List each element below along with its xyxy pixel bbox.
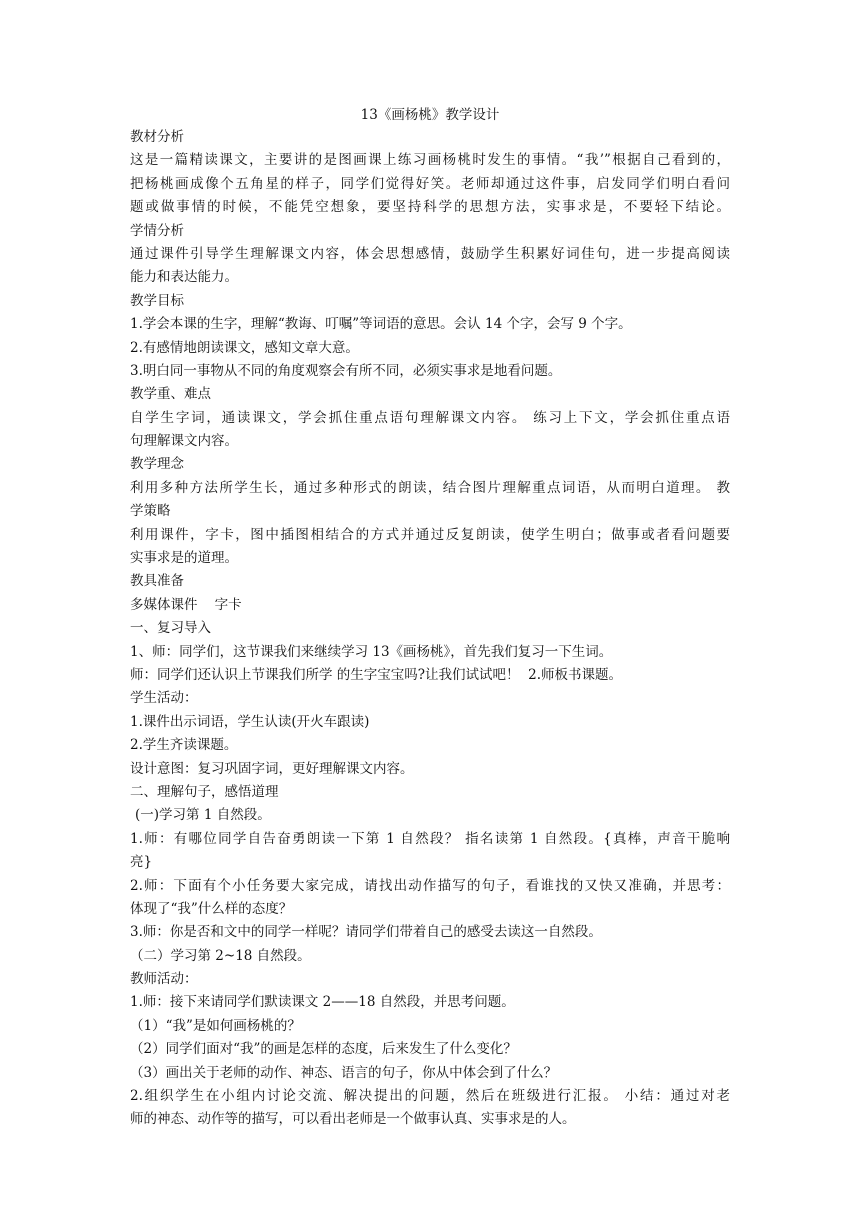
text-line: 这是一篇精读课文，主要讲的是图画课上练习画杨桃时发生的事情。“我’”根据自己看到的， [130,152,730,169]
text-line: 教师活动： [130,971,198,988]
text-line: 能力和表达能力。 [130,269,238,286]
text-line: 通过课件引导学生理解课文内容，体会思想感情，鼓励学生积累好词佳句，进一步提高阅读 [130,245,730,262]
text-line: 利用课件，字卡，图中插图相结合的方式并通过反复朗读，使学生明白；做事或者看问题要 [130,526,730,543]
text-line: 教学重、难点 [130,386,211,403]
text-line: 教学目标 [130,292,184,309]
text-line: 把杨桃画成像个五角星的样子，同学们觉得好笑。老师却通过这件事，启发同学们明白看问 [130,175,730,192]
text-line: 学情分析 [130,222,184,239]
text-line: 教学理念 [130,456,184,473]
text-line: 利用多种方法所学生长，通过多种形式的朗读，结合图片理解重点词语，从而明白道理。 教 [130,479,730,496]
text-line: 2.学生齐读课题。 [130,737,238,754]
document-body [130,126,730,1132]
text-line: 二、理解句子，感悟道理 [130,783,279,800]
text-line: 学策略 [130,503,171,520]
text-line: 一、复习导入 [130,620,211,637]
text-line: (一)学习第 1 自然段。 [135,807,271,824]
text-line: 1.学会本课的生字，理解“教诲、叮嘱”等词语的意思。会认 14 个字，会写 9 个字。 [130,316,632,333]
text-line: 实事求是的道理。 [130,550,238,567]
text-line: 教具准备 [130,573,184,590]
text-line: 1、师：同学们，这节课我们来继续学习 13《画杨桃》，首先我们复习一下生词。 [130,643,613,660]
text-line: 3.明白同一事物从不同的角度观察会有所不同，必须实事求是地看问题。 [130,362,562,379]
text-line: 1.师：接下来请同学们默读课文 2——18 自然段，并思考问题。 [130,994,515,1011]
document-title: 13《画杨桃》教学设计 [360,107,500,123]
text-line: （3）画出关于老师的动作、神态、语言的句子，你从中体会到了什么？ [130,1064,558,1081]
text-line: 亮} [130,854,153,871]
text-line: 设计意图：复习巩固字词，更好理解课文内容。 [130,760,414,777]
text-line: 3.师：你是否和文中的同学一样呢？请同学们带着自己的感受去读这一自然段。 [130,924,602,941]
text-line: 1.课件出示词语，学生认读(开火车跟读) [130,713,370,730]
text-line: 自学生字词，通读课文，学会抓住重点语句理解课文内容。 练习上下文，学会抓住重点语 [130,409,730,426]
text-line: 句理解课文内容。 [130,433,238,450]
text-line: 题或做事情的时候，不能凭空想象，要坚持科学的思想方法，实事求是，不要轻下结论。 [130,199,730,216]
text-line: 1.师：有哪位同学自告奋勇朗读一下第 1 自然段？ 指名读第 1 自然段。{真棒，声音干脆响 [130,830,730,847]
text-line: 师的神态、动作等的描写，可以看出老师是一个做事认真、实事求是的人。 [130,1111,576,1128]
text-line: 体现了“我”什么样的态度？ [130,900,293,917]
text-line: （二）学习第 2~18 自然段。 [130,947,311,964]
text-line: 2.师：下面有个小任务要大家完成，请找出动作描写的句子，看谁找的又快又准确，并思考： [130,877,730,894]
text-line: （1）“我”是如何画杨桃的？ [130,1017,301,1034]
text-line: （2）同学们面对“我”的画是怎样的态度，后来发生了什么变化？ [130,1041,517,1058]
text-line: 教材分析 [130,129,184,145]
text-line: 多媒体课件 字卡 [130,596,242,613]
text-line: 师：同学们还认识上节课我们所学 的生字宝宝吗?让我们试试吧！ 2.师板书课题。 [130,666,622,683]
text-line: 2.组织学生在小组内讨论交流、解决提出的问题，然后在班级进行汇报。 小结：通过对老 [130,1088,730,1105]
text-line: 学生活动： [130,690,198,707]
text-line: 2.有感情地朗读课文，感知文章大意。 [130,339,359,356]
